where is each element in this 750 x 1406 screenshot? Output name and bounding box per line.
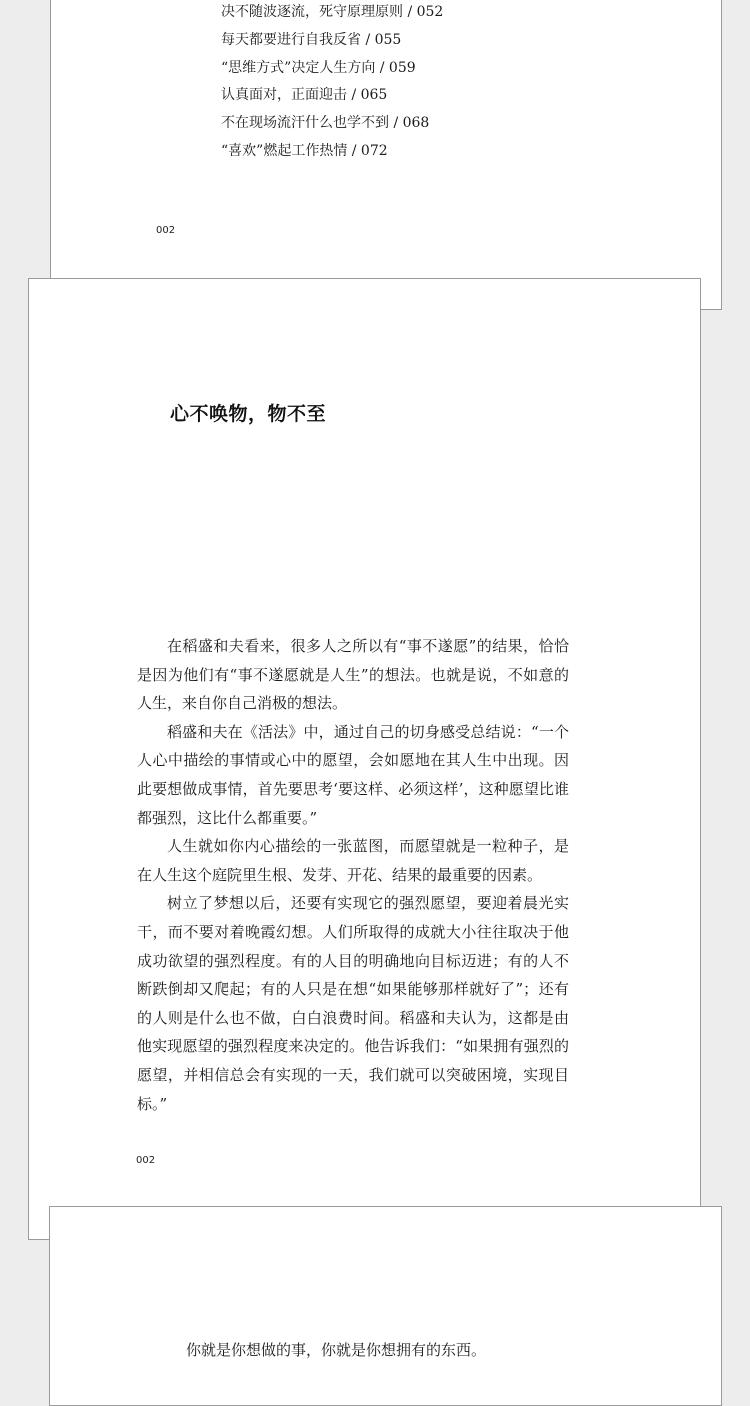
toc-entry[interactable]: “思维方式”决定人生方向 / 059 [221, 59, 416, 76]
paragraph: 稻盛和夫在《活法》中，通过自己的切身感受总结说：“一个人心中描绘的事情或心中的愿望，会如愿地在其人生中出现。因此要想做成事情，首先要思考‘要这样、必须这样’，这种愿望比谁都强烈，这比什么都重要。” [137, 722, 569, 827]
toc-entry[interactable]: 认真面对，正面迎击 / 065 [221, 87, 388, 104]
toc-entry[interactable]: 决不随波逐流，死守原理原则 / 052 [221, 4, 444, 20]
page-number: 002 [136, 1155, 156, 1166]
paragraph: 在稻盛和夫看来，很多人之所以有“事不遂愿”的结果，恰恰是因为他们有“事不遂愿就是人生”的想法。也就是说，不如意的人生，来自你自己消极的想法。 [137, 637, 569, 713]
page-number: 002 [156, 225, 176, 236]
chapter-page [28, 278, 701, 1240]
toc-entry[interactable]: 不在现场流汗什么也学不到 / 068 [221, 115, 430, 132]
body-text [137, 632, 569, 1118]
quote-line: 你就是你想做的事，你就是你想拥有的东西。 [186, 1341, 487, 1359]
toc-entry[interactable]: 每天都要进行自我反省 / 055 [221, 31, 402, 48]
toc-page [50, 0, 722, 310]
next-page [49, 1206, 722, 1406]
chapter-title: 心不唤物，物不至 [170, 403, 327, 425]
paragraph: 人生就如你内心描绘的一张蓝图，而愿望就是一粒种子，是在人生这个庭院里生根、发芽、开花、结果的最重要的因素。 [137, 837, 569, 884]
paragraph: 树立了梦想以后，还要有实现它的强烈愿望，要迎着晨光实干，而不要对着晚霞幻想。人们所取得的成就大小往往取决于他成功欲望的强烈程度。有的人目的明确地向目标迈进；有的人不断跌倒却又爬起；有的人只是在想“如果能够那样就好了”；还有的人则是什么也不做，白白浪费时间。稻盛和夫认为，这都是由他实现愿望的强烈程度来决定的。他告诉我们：“如果拥有强烈的愿望，并相信总会有实现的一天，我们就可以突破困境，实现目标。” [137, 894, 569, 1113]
toc-list [221, 0, 443, 166]
toc-entry[interactable]: “喜欢”燃起工作热情 / 072 [221, 142, 388, 159]
